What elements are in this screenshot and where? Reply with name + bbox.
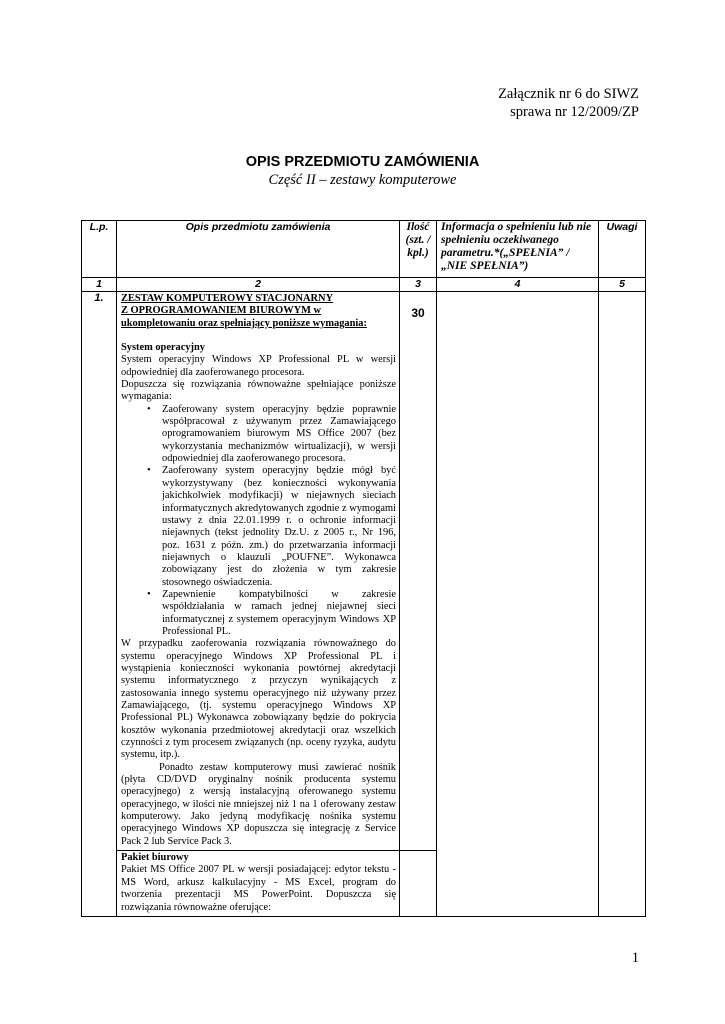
specification-table: [81, 220, 646, 917]
list-item: • Zapewnienie kompatybilności w zakresie współdziałania w ramach jednej niejawnej sieci informatycznej z systemem operacyjnym Windows XP Professional PL.: [162, 589, 396, 638]
header-description: Opis przedmiotu zamówienia: [117, 221, 400, 278]
equivalent-accreditation-paragraph: W przypadku zaoferowania rozwiązania równoważnego do systemu operacyjnego Windows XP Professional PL i wystąpienia konieczności wykonania powtórnej akredytacji systemu informatycznego z przyczyn wynikających z zastosowania innego systemu operacyjnego niż używany przez Zamawiającego, (tj. systemu operacyjnego Windows XP Professional PL) Wykonawca zobowiązany będzie do pokrycia kosztów wykonania przedmiotowej akredytacji oraz wszelkich czynności z tym procesem związanych (np. oceny ryzyka, audytu systemu, itp.).: [121, 638, 396, 761]
list-item: • Zaoferowany system operacyjny będzie poprawnie współpracował z używanym przez Zamawiającego oprogramowaniem biurowym MS Office 2007 (bez wykorzystania mechanizmów wirtualizacji), w wersji odpowiedniej dla zaoferowanego procesora.: [162, 404, 396, 466]
item-heading-line1: ZESTAW KOMPUTEROWY STACJONARNY: [121, 293, 334, 304]
header-quantity: Ilość (szt. / kpl.): [400, 221, 437, 278]
document-subtitle: Część II – zestawy komputerowe: [268, 172, 457, 188]
os-section-title: System operacyjny: [121, 342, 205, 354]
row-quantity-empty: [400, 851, 437, 917]
list-item: • Zaoferowany system operacyjny będzie mógł być wykorzystywany (bez konieczności wykonywania jakichkolwiek modyfikacji) w niejawnych sieciach informatycznych akredytowanych zgodnie z wymogami ustawy z dnia 22.01.1999 r. o ochronie informacji niejawnych (tekst jednolity Dz.U. z 2005 r., Nr 196, poz. 1631 z późn. zm.) do przetwarzania informacji niejawnych o klauzuli „POUFNE”. Wykonawca zobowiązany jest do złożenia w tym zakresie stosownego oświadczenia.: [162, 465, 396, 588]
os-requirement-text: System operacyjny Windows XP Professional PL w wersji odpowiedniej dla zaoferowanego procesora.: [121, 354, 396, 378]
table-row: [82, 292, 646, 851]
header-notes: Uwagi: [599, 221, 646, 278]
table-header-row: [82, 221, 646, 278]
office-requirement-text: Pakiet MS Office 2007 PL w wersji posiadającej: edytor tekstu - MS Word, arkusz kalkulacyjny - MS Excel, program do tworzenia prezentacji MS PowerPoint. Dopuszcza się rozwiązania równoważne oferujące:: [121, 864, 396, 913]
spacer: [121, 330, 396, 342]
column-number-row: [82, 278, 646, 292]
row-description: [117, 292, 400, 851]
case-number: sprawa nr 12/2009/ZP: [510, 104, 639, 120]
installation-media-paragraph: Ponadto zestaw komputerowy musi zawierać nośnik (płyta CD/DVD oryginalny nośnik producenta systemu operacyjnego) z wersją instalacyjną oferowanego systemu operacyjnego, w ilości nie mniejszej niż 1 na 1 oferowany zestaw komputerowy. Jako jedyną modyfikację nośnika systemu operacyjnego Windows XP dopuszcza się integrację z Service Pack 2 lub Service Pack 3.: [121, 761, 396, 847]
row-compliance-cell[interactable]: [437, 292, 599, 917]
row-quantity: 30: [400, 292, 437, 851]
equivalent-requirements-list: [121, 404, 396, 639]
row-notes-cell[interactable]: [599, 292, 646, 917]
column-number: 5: [599, 278, 646, 292]
equivalent-intro: Dopuszcza się rozwiązania równoważne spełniające poniższe wymagania:: [121, 379, 396, 403]
row-lp: 1.: [82, 292, 117, 917]
column-number: 2: [117, 278, 400, 292]
item-heading-line2: Z OPROGRAMOWANIEM BIUROWYM w: [121, 305, 322, 317]
item-heading-line3: ukompletowaniu oraz spełniający poniższe wymagania:: [121, 317, 367, 329]
header-compliance-info: Informacja o spełnieniu lub nie spełnieniu oczekiwanego parametru.*(„SPEŁNIA” / „NIE SPEŁNIA”): [437, 221, 599, 278]
page-number: 1: [631, 950, 639, 966]
office-section-title: Pakiet biurowy: [121, 852, 189, 864]
column-number: 4: [437, 278, 599, 292]
row-description: [117, 851, 400, 917]
document-title: OPIS PRZEDMIOTU ZAMÓWIENIA: [245, 154, 480, 170]
column-number: 1: [82, 278, 117, 292]
column-number: 3: [400, 278, 437, 292]
header-lp: L.p.: [82, 221, 117, 278]
attachment-label: Załącznik nr 6 do SIWZ: [498, 86, 639, 102]
